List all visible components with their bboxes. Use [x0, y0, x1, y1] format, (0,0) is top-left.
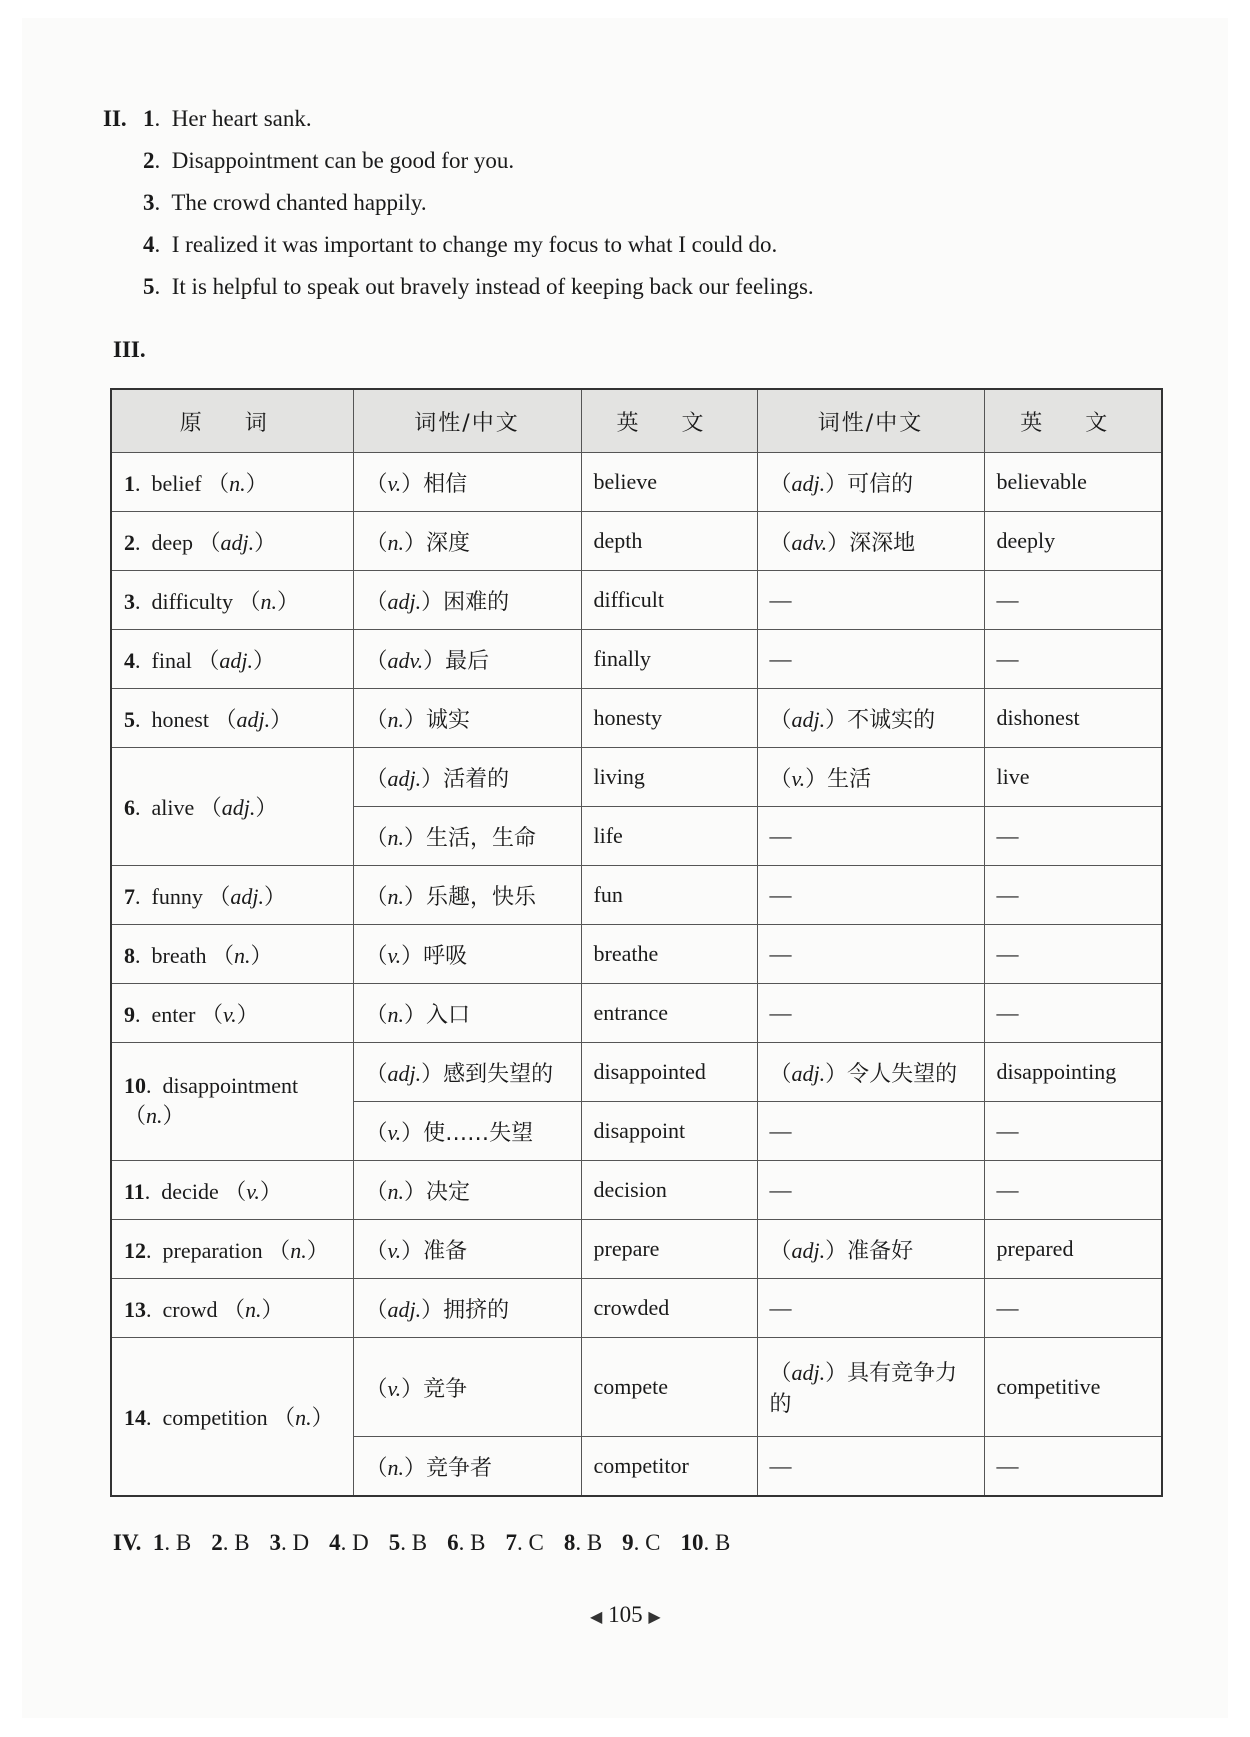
pos-chinese-cell: （n.）乐趣，快乐: [353, 866, 581, 925]
empty-cell: —: [984, 630, 1162, 689]
english-cell: fun: [581, 866, 757, 925]
list-item: 4. I realized it was important to change my focus to what I could do.: [143, 232, 778, 257]
table-row: [111, 1161, 1162, 1220]
empty-cell: —: [757, 1102, 984, 1161]
header-original-word: 原 词: [111, 389, 353, 453]
original-word-cell: 3. difficulty （n.）: [111, 571, 353, 630]
english-cell: living: [581, 748, 757, 807]
english-cell: believable: [984, 453, 1162, 512]
answer-item: 6. B: [447, 1530, 486, 1555]
original-word-cell: 5. honest （adj.）: [111, 689, 353, 748]
answer-item: 2. B: [211, 1530, 250, 1555]
english-cell: finally: [581, 630, 757, 689]
pos-chinese-cell: （n.）深度: [353, 512, 581, 571]
pos-chinese-cell: （n.）竞争者: [353, 1437, 581, 1497]
english-cell: honesty: [581, 689, 757, 748]
answer-item: 5. B: [388, 1530, 428, 1555]
original-word-cell: 14. competition （n.）: [111, 1338, 353, 1497]
pos-chinese-cell: （adj.）拥挤的: [353, 1279, 581, 1338]
english-cell: prepare: [581, 1220, 757, 1279]
original-word-cell: 11. decide （v.）: [111, 1161, 353, 1220]
original-word-cell: 12. preparation （n.）: [111, 1220, 353, 1279]
list-item: 5. It is helpful to speak out bravely instead of keeping back our feelings.: [143, 274, 814, 299]
empty-cell: —: [757, 1437, 984, 1497]
pos-chinese-cell: （v.）使……失望: [353, 1102, 581, 1161]
answer-list: [147, 1530, 750, 1555]
table-row: [111, 1338, 1162, 1437]
pos-chinese-cell: （adv.）最后: [353, 630, 581, 689]
empty-cell: —: [757, 1279, 984, 1338]
empty-cell: —: [757, 807, 984, 866]
original-word-cell: 2. deep （adj.）: [111, 512, 353, 571]
table-row: [111, 866, 1162, 925]
answer-item: 3. D: [269, 1530, 310, 1555]
empty-cell: —: [984, 571, 1162, 630]
pos-chinese-cell: （adj.）具有竞争力的: [757, 1338, 984, 1437]
empty-cell: —: [984, 984, 1162, 1043]
english-cell: disappointed: [581, 1043, 757, 1102]
english-cell: disappoint: [581, 1102, 757, 1161]
pos-chinese-cell: （v.）呼吸: [353, 925, 581, 984]
pos-chinese-cell: （n.）生活，生命: [353, 807, 581, 866]
table-row: [111, 925, 1162, 984]
table-row: [111, 1279, 1162, 1338]
english-cell: disappointing: [984, 1043, 1162, 1102]
pos-chinese-cell: （v.）竞争: [353, 1338, 581, 1437]
table-row: [111, 512, 1162, 571]
pos-chinese-cell: （adj.）准备好: [757, 1220, 984, 1279]
original-word-cell: 1. belief （n.）: [111, 453, 353, 512]
english-cell: breathe: [581, 925, 757, 984]
english-cell: prepared: [984, 1220, 1162, 1279]
empty-cell: —: [984, 1102, 1162, 1161]
english-cell: decision: [581, 1161, 757, 1220]
original-word-cell: 6. alive （adj.）: [111, 748, 353, 866]
answer-item: 8. B: [563, 1530, 603, 1555]
original-word-cell: 7. funny （adj.）: [111, 866, 353, 925]
pos-chinese-cell: （n.）入口: [353, 984, 581, 1043]
empty-cell: —: [757, 1161, 984, 1220]
empty-cell: —: [984, 866, 1162, 925]
triangle-right-icon: ▶: [648, 1609, 661, 1626]
english-cell: depth: [581, 512, 757, 571]
pos-chinese-cell: （adj.）可信的: [757, 453, 984, 512]
header-english-2: 英 文: [984, 389, 1162, 453]
pos-chinese-cell: （n.）诚实: [353, 689, 581, 748]
table-row: [111, 630, 1162, 689]
english-cell: live: [984, 748, 1162, 807]
answer-item: 7. C: [505, 1530, 544, 1555]
original-word-cell: 10. disappointment （n.）: [111, 1043, 353, 1161]
empty-cell: —: [984, 807, 1162, 866]
table-row: [111, 1220, 1162, 1279]
list-item: 1. Her heart sank.: [143, 106, 312, 131]
section-iv: [113, 1530, 750, 1556]
english-cell: competitive: [984, 1338, 1162, 1437]
original-word-cell: 13. crowd （n.）: [111, 1279, 353, 1338]
vocabulary-table: [110, 388, 1163, 1497]
table-row: [111, 689, 1162, 748]
answer-item: 10. B: [680, 1530, 731, 1555]
answer-item: 4. D: [329, 1530, 369, 1555]
empty-cell: —: [984, 1161, 1162, 1220]
english-cell: dishonest: [984, 689, 1162, 748]
english-cell: believe: [581, 453, 757, 512]
english-cell: entrance: [581, 984, 757, 1043]
original-word-cell: 9. enter （v.）: [111, 984, 353, 1043]
empty-cell: —: [757, 866, 984, 925]
pos-chinese-cell: （v.）准备: [353, 1220, 581, 1279]
english-cell: deeply: [984, 512, 1162, 571]
pos-chinese-cell: （adj.）不诚实的: [757, 689, 984, 748]
list-item: 2. Disappointment can be good for you.: [143, 148, 515, 173]
list-item: 3. The crowd chanted happily.: [143, 190, 427, 215]
section-iv-label: IV.: [113, 1530, 142, 1555]
original-word-cell: 8. breath （n.）: [111, 925, 353, 984]
answer-item: 1. B: [152, 1530, 192, 1555]
pos-chinese-cell: （adj.）活着的: [353, 748, 581, 807]
original-word-cell: 4. final （adj.）: [111, 630, 353, 689]
pos-chinese-cell: （adj.）令人失望的: [757, 1043, 984, 1102]
english-cell: compete: [581, 1338, 757, 1437]
section-iii-label: III.: [113, 337, 146, 362]
answer-item: 9. C: [622, 1530, 661, 1555]
table-row: [111, 748, 1162, 807]
pos-chinese-cell: （v.）生活: [757, 748, 984, 807]
header-english: 英 文: [581, 389, 757, 453]
section-ii-label: II.: [103, 106, 127, 131]
english-cell: difficult: [581, 571, 757, 630]
triangle-left-icon: ◀: [590, 1609, 603, 1626]
header-pos-chinese: 词性/中文: [353, 389, 581, 453]
table-header-row: [111, 389, 1162, 453]
table-row: [111, 1043, 1162, 1102]
english-cell: competitor: [581, 1437, 757, 1497]
header-pos-chinese-2: 词性/中文: [757, 389, 984, 453]
pos-chinese-cell: （v.）相信: [353, 453, 581, 512]
empty-cell: —: [984, 925, 1162, 984]
empty-cell: —: [984, 1437, 1162, 1497]
table-row: [111, 453, 1162, 512]
empty-cell: —: [757, 984, 984, 1043]
empty-cell: —: [757, 571, 984, 630]
empty-cell: —: [757, 630, 984, 689]
table-row: [111, 571, 1162, 630]
page-number: ◀ 105 ▶: [590, 1602, 661, 1627]
english-cell: life: [581, 807, 757, 866]
pos-chinese-cell: （adj.）困难的: [353, 571, 581, 630]
pos-chinese-cell: （adv.）深深地: [757, 512, 984, 571]
pos-chinese-cell: （adj.）感到失望的: [353, 1043, 581, 1102]
pos-chinese-cell: （n.）决定: [353, 1161, 581, 1220]
empty-cell: —: [757, 925, 984, 984]
english-cell: crowded: [581, 1279, 757, 1338]
table-row: [111, 984, 1162, 1043]
empty-cell: —: [984, 1279, 1162, 1338]
